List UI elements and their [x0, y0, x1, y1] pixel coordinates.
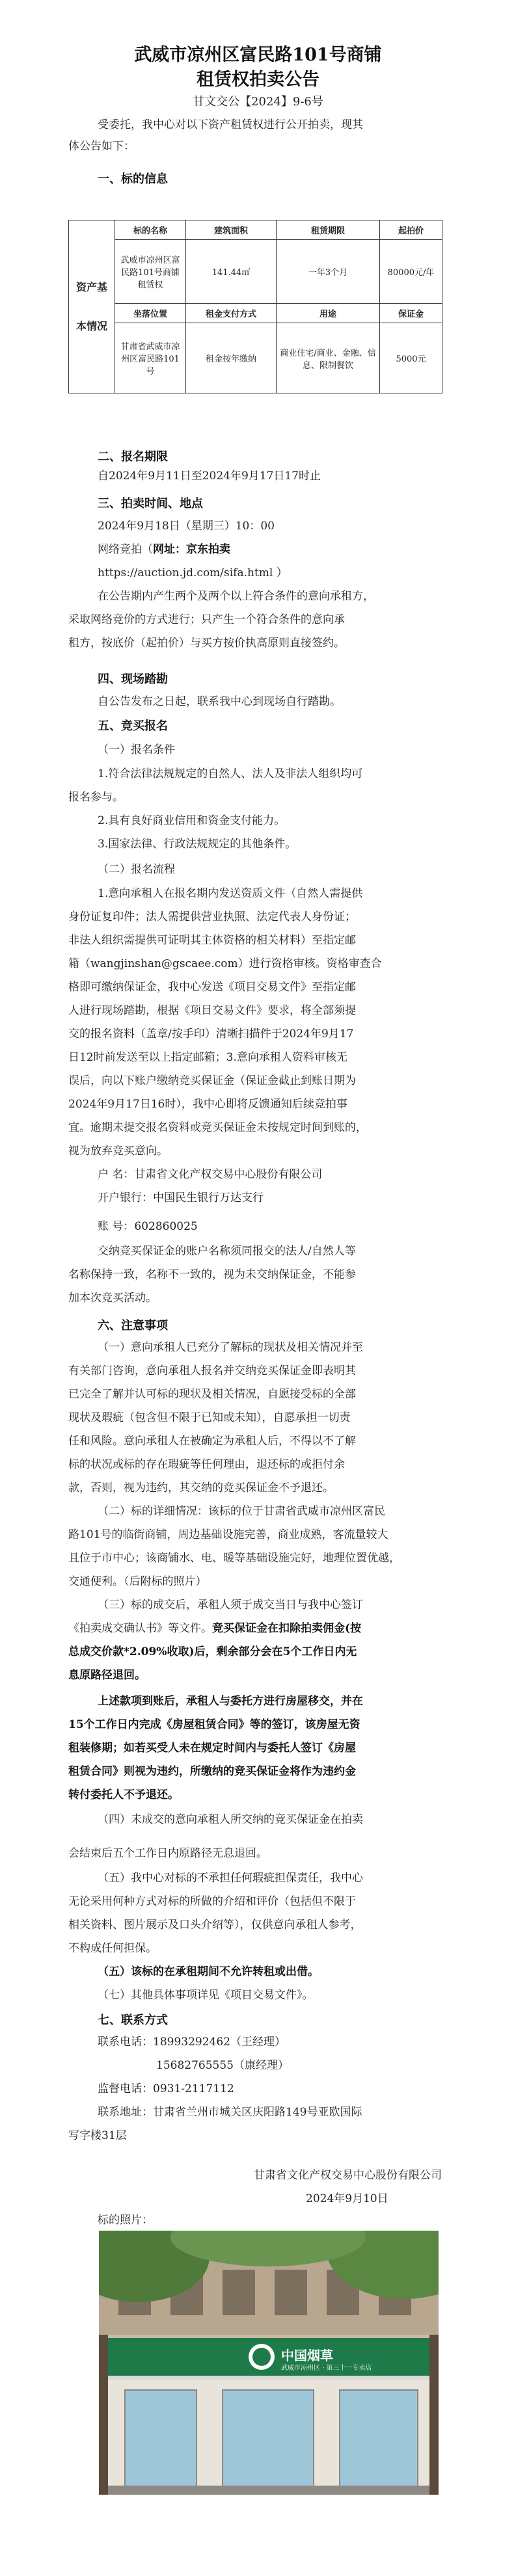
paragraph-line: 加本次竞买活动。 [68, 1292, 157, 1305]
paragraph-line: （一）意向承租人已充分了解标的现状及相关情况并至 [98, 1341, 363, 1354]
photo-sign-text: 中国烟草 [281, 2348, 333, 2363]
table-header: 用途 [277, 304, 380, 323]
account-bank: 开户银行：中国民生银行万达支行 [98, 1191, 264, 1204]
paragraph-line: 交的报名资料（盖章/按手印）清晰扫描件于2024年9月17 [68, 1028, 354, 1041]
bold-paragraph-line: 上述款项到账后，承租人与委托方进行房屋移交，并在 [98, 1695, 363, 1708]
section-4-heading: 四、现场踏勘 [98, 672, 168, 686]
paragraph-line: 相关资料、图片展示及口头介绍等），仅供意向承租人参考， [68, 1919, 362, 1932]
paragraph-line: 租方，按底价（起拍价）与买方按价执高原则直接签约。 [68, 637, 345, 650]
bold-paragraph-line: 15个工作日内完成《房屋租赁合同》等的签订，该房屋无资 [68, 1718, 360, 1731]
table-cell: 租金按年缴纳 [186, 323, 277, 393]
paragraph-line: （四）未成交的意向承租人所交纳的竞买保证金在拍卖 [98, 1813, 363, 1826]
paragraph-line: 名称保持一致，名称不一致的，视为未交纳保证金，不能参 [68, 1268, 356, 1281]
asset-info-table [68, 220, 442, 393]
signature-date: 2024年9月10日 [306, 2192, 388, 2205]
account-name: 户 名：甘肃省文化产权交易中心股份有限公司 [98, 1168, 323, 1181]
property-photo [99, 2231, 439, 2495]
supervise-phone: 监督电话：0931-2117112 [98, 2082, 234, 2095]
table-header: 坐落位置 [115, 304, 186, 323]
title-line-1: 武威市凉州区富民路101号商铺 [134, 45, 382, 65]
paragraph-line: （五）我中心对标的不承担任何瑕疵担保责任，我中心 [98, 1872, 363, 1885]
table-header: 起拍价 [380, 220, 442, 240]
signature-org: 甘肃省文化产权交易中心股份有限公司 [254, 2169, 442, 2182]
section-3-heading: 三、拍卖时间、地点 [98, 497, 203, 511]
paragraph-line: 格即可缴纳保证金，我中心发送《项目交易文件》至指定邮 [68, 981, 356, 994]
subsection-heading: （二）报名流程 [98, 863, 175, 876]
paragraph-line: 非法人组织需提供可证明其主体资格的相关材料）至指定邮 [68, 934, 356, 947]
paragraph-line: 总成交价款*2.09%收取)后，剩余部分会在5个工作日内无 [68, 1645, 357, 1658]
paragraph-line: 标的状况或标的存在瑕疵等任何理由，退还标的或拒付余 [68, 1458, 345, 1471]
intro-line-1: 受委托，我中心对以下资产租赁权进行公开拍卖，现其 [98, 118, 363, 131]
table-cell: 141.44㎡ [186, 240, 277, 304]
table-header: 租赁期限 [277, 220, 380, 240]
paragraph-line: 1.符合法律法规规定的自然人、法人及非法人组织均可 [98, 767, 363, 780]
paragraph-line: 采取网络竞价的方式进行；只产生一个符合条件的意向承 [68, 613, 345, 626]
bold-paragraph-line: 租赁合同》则视为违约，所缴纳的竞买保证金将作为违约金 [68, 1765, 356, 1778]
doc-number: 甘文交公【2024】9-6号 [193, 95, 323, 109]
section-1-heading: 一、标的信息 [98, 172, 168, 186]
contact-phone-2: 15682765555（康经理） [156, 2059, 289, 2072]
paragraph-line: 交通便利。（后附标的照片） [68, 1575, 207, 1588]
paragraph-line: 日12时前发送至以上指定邮箱；3.意向承租人资料审核无 [68, 1051, 347, 1064]
table-header: 保证金 [380, 304, 442, 323]
paragraph-line: 箱（wangjinshan@gscaee.com）进行资格审核。资格审查合 [68, 957, 382, 970]
table-cell: 武威市凉州区富民路101号商铺租赁权 [115, 240, 186, 304]
section-2-heading: 二、报名期限 [98, 450, 168, 464]
paragraph-line: 3.国家法律、行政法规规定的其他条件。 [98, 838, 297, 851]
paragraph-line: 不构成任何担保。 [68, 1942, 157, 1955]
auction-place: 网络竞拍（网址：京东拍卖 [98, 543, 230, 556]
photo-sign-subtext: 武威市凉州区 · 第三十一专卖店 [281, 2365, 372, 2372]
paragraph-line: 《拍卖成交确认书》等文件。竞买保证金在扣除拍卖佣金(按 [68, 1622, 362, 1635]
sublease-note: （五）该标的在承租期间不允许转租或出借。 [98, 1965, 319, 1978]
bold-paragraph-line: 租装修期；如若买受人未在规定时间内与委托人签订《房屋 [68, 1742, 356, 1755]
contact-address: 联系地址：甘肃省兰州市城关区庆阳路149号亚欧国际 [98, 2106, 362, 2119]
paragraph-line: 任和风险。意向承租人在被确定为承租人后，不得以不了解 [68, 1435, 356, 1448]
paragraph-line: 且位于市中心；该商铺水、电、暖等基础设施完好，地理位置优越， [68, 1552, 400, 1565]
intro-line-2: 体公告如下： [68, 140, 135, 153]
other-matters-note: （七）其他具体事项详见《项目交易文件》。 [98, 1989, 314, 2002]
paragraph-line: 2024年9月17日16时），我中心即将反馈通知后续竞拍事 [68, 1098, 347, 1111]
photo-label: 标的照片： [98, 2214, 153, 2227]
paragraph-line: 身份证复印件；法人需提供营业执照、法定代表人身份证； [68, 910, 356, 923]
auction-time: 2024年9月18日（星期三）10：00 [98, 520, 275, 533]
paragraph-line: 报名参与。 [68, 791, 124, 804]
contact-address-line-2: 写字楼31层 [68, 2129, 127, 2142]
paragraph-line: 路101号的临街商铺，周边基础设施完善，商业成熟，客流量较大 [68, 1528, 388, 1541]
storefront-photo [99, 2231, 439, 2495]
paragraph-line: 误后，向以下账户缴纳竞买保证金（保证金截止到账日期为 [68, 1074, 356, 1087]
paragraph-line: 有关部门咨询，意向承租人报名并交纳竞买保证金即表明其 [68, 1364, 356, 1377]
table-header: 租金支付方式 [186, 304, 277, 323]
section-6-heading: 六、注意事项 [98, 1319, 168, 1333]
account-number: 账 号：602860025 [98, 1220, 198, 1233]
paragraph-line: 已完全了解并认可标的现状及相关情况，自愿接受标的全部 [68, 1388, 356, 1401]
paragraph-line: 2.具有良好商业信用和资金支付能力。 [98, 814, 286, 827]
paragraph-line: 宜。逾期未提交报名资料或竞买保证金未按规定时间到账的， [68, 1121, 367, 1134]
auction-url[interactable]: https://auction.jd.com/sifa.html ） [98, 566, 288, 579]
table-cell: 5000元 [380, 323, 442, 393]
paragraph-line: 无论采用何种方式对标的所做的介绍和评价（包括但不限于 [68, 1895, 356, 1908]
registration-period: 自2024年9月11日至2024年9月17日17时止 [98, 470, 321, 483]
paragraph-line: 1.意向承租人在报名期内发送资质文件（自然人需提供 [98, 887, 363, 900]
contact-phone-1: 联系电话：18993292462（王经理） [98, 2036, 286, 2049]
table-cell: 甘肃省武威市凉州区富民路101号 [115, 323, 186, 393]
table-side-label: 资产基 本情况 [69, 220, 115, 393]
paragraph-line: 现状及瑕疵（包含但不限于已知或未知），自愿承担一切责 [68, 1411, 351, 1424]
paragraph-line: （二）标的详细情况：该标的位于甘肃省武威市凉州区富民 [98, 1505, 385, 1518]
paragraph-line: 息原路径退回。 [68, 1669, 146, 1682]
paragraph-line: 会结束后五个工作日内原路径无息退回。 [68, 1847, 267, 1860]
paragraph-line: 人进行现场踏勘，根据《项目交易文件》要求，将全部须提 [68, 1004, 356, 1017]
bold-paragraph-line: 转付委托人不予退还。 [68, 1788, 179, 1801]
table-cell: 商业住宅/商业、金融、信息、限制餐饮 [277, 323, 380, 393]
paragraph-line: 款，否则，视为违约，其交纳的竞买保证金不予退还。 [68, 1481, 334, 1494]
site-visit-text: 自公告发布之日起，联系我中心到现场自行踏勘。 [98, 695, 341, 708]
table-cell: 一年3个月 [277, 240, 380, 304]
paragraph-line: （三）标的成交后，承租人须于成交当日与我中心签订 [98, 1599, 363, 1612]
section-5-heading: 五、竞买报名 [98, 719, 168, 733]
title-line-2: 租赁权拍卖公告 [197, 70, 319, 90]
paragraph-line: 交纳竞买保证金的账户名称须同报交的法人/自然人等 [98, 1245, 356, 1258]
subsection-heading: （一）报名条件 [98, 743, 175, 756]
paragraph-line: 视为放弃竞买意向。 [68, 1145, 168, 1158]
table-cell: 80000元/年 [380, 240, 442, 304]
paragraph-line: 在公告期内产生两个及两个以上符合条件的意向承租方， [98, 590, 374, 603]
section-7-heading: 七、联系方式 [98, 2013, 168, 2027]
table-header: 建筑面积 [186, 220, 277, 240]
table-header: 标的名称 [115, 220, 186, 240]
